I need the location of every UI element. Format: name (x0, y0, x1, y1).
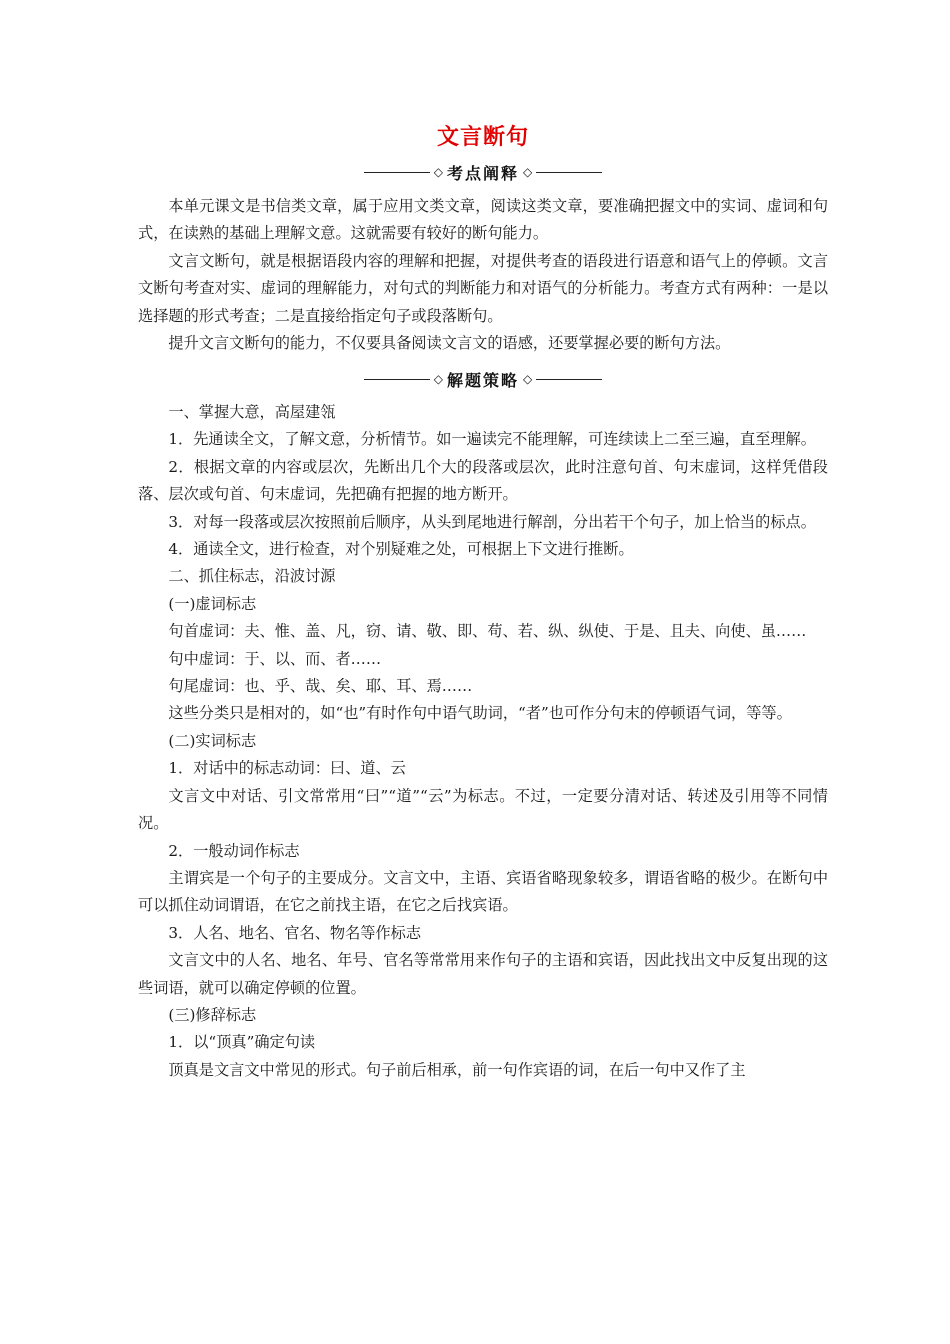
paragraph: 4．通读全文，进行检查，对个别疑难之处，可根据上下文进行推断。 (168, 540, 634, 559)
diamond-icon: ◇ (433, 165, 443, 179)
paragraph: 1．以“顶真”确定句读 (168, 1033, 316, 1052)
section1-body (138, 193, 828, 357)
header-rule-left (364, 379, 430, 380)
section-header-jieti (138, 368, 828, 390)
paragraph: 3．对每一段落或层次按照前后顺序，从头到尾地进行解剖，分出若干个句子，加上恰当的标点。 (168, 512, 816, 531)
section-label: 考点阐释 (446, 163, 519, 183)
paragraph: 本单元课文是书信类文章，属于应用文类文章，阅读这类文章，要准确把握文中的实词、虚词和句式，在读熟的基础上理解文意。这就需要有较好的断句能力。 (138, 197, 828, 243)
paragraph: 3．人名、地名、官名、物名等作标志 (168, 923, 422, 942)
header-rule-right (536, 379, 602, 380)
diamond-icon: ◇ (523, 165, 533, 179)
paragraph: 主谓宾是一个句子的主要成分。文言文中，主语、宾语省略现象较多，谓语省略的极少。在断句中可以抓住动词谓语，在它之前找主语，在它之后找宾语。 (138, 868, 828, 915)
paragraph: 顶真是文言文中常见的形式。句子前后相承，前一句作宾语的词，在后一句中又作了主 (168, 1060, 746, 1079)
section-label: 解题策略 (446, 370, 519, 390)
paragraph: 句首虚词：夫、惟、盖、凡，窃、请、敬、即、苟、若、纵、纵使、于是、且夫、向使、虽…… (168, 622, 807, 641)
section2-body (138, 399, 828, 1084)
header-rule-right (536, 172, 602, 173)
paragraph: 文言文断句，就是根据语段内容的理解和把握，对提供考查的语段进行语意和语气上的停顿。文言文断句考查对实、虚词的理解能力，对句式的判断能力和对语气的分析能力。考查方式有两种：一是以选择题的形式考查；二是直接给指定句子或段落断句。 (138, 251, 828, 325)
page-title: 文言断句 (436, 125, 529, 150)
paragraph: (三)修辞标志 (168, 1005, 257, 1024)
paragraph: 文言文中对话、引文常常用“曰”“道”“云”为标志。不过，一定要分清对话、转述及引用等不同情况。 (138, 786, 828, 833)
paragraph: 1．先通读全文，了解文意，分析情节。如一遍读完不能理解，可连续读上二至三遍，直至理解。 (168, 430, 816, 449)
header-rule-left (364, 172, 430, 173)
diamond-icon: ◇ (523, 372, 533, 386)
paragraph: 句中虚词：于、以、而、者…… (168, 649, 382, 668)
paragraph: 一、掌握大意，高屋建瓴 (168, 403, 336, 421)
paragraph: 这些分类只是相对的，如“也”有时作句中语气助词，“者”也可作分句末的停顿语气词，等等。 (168, 704, 792, 723)
paragraph: 句尾虚词：也、乎、哉、矣、耶、耳、焉…… (168, 677, 473, 696)
section-header-kaodian (138, 161, 828, 183)
paragraph: 1．对话中的标志动词：曰、道、云 (168, 759, 406, 778)
paragraph: 二、抓住标志，沿波讨源 (168, 567, 336, 586)
paragraph: 提升文言文断句的能力，不仅要具备阅读文言文的语感，还要掌握必要的断句方法。 (168, 334, 731, 353)
paragraph: 2．一般动词作标志 (168, 841, 300, 860)
diamond-icon: ◇ (433, 372, 443, 386)
paragraph: 2．根据文章的内容或层次，先断出几个大的段落或层次，此时注意句首、句末虚词，这样凭借段落、层次或句首、句末虚词，先把确有把握的地方断开。 (138, 457, 828, 504)
paragraph: (一)虚词标志 (168, 594, 257, 613)
paragraph: (二)实词标志 (168, 731, 257, 750)
paragraph: 文言文中的人名、地名、年号、官名等常常用来作句子的主语和宾语，因此找出文中反复出现的这些词语，就可以确定停顿的位置。 (138, 951, 828, 997)
